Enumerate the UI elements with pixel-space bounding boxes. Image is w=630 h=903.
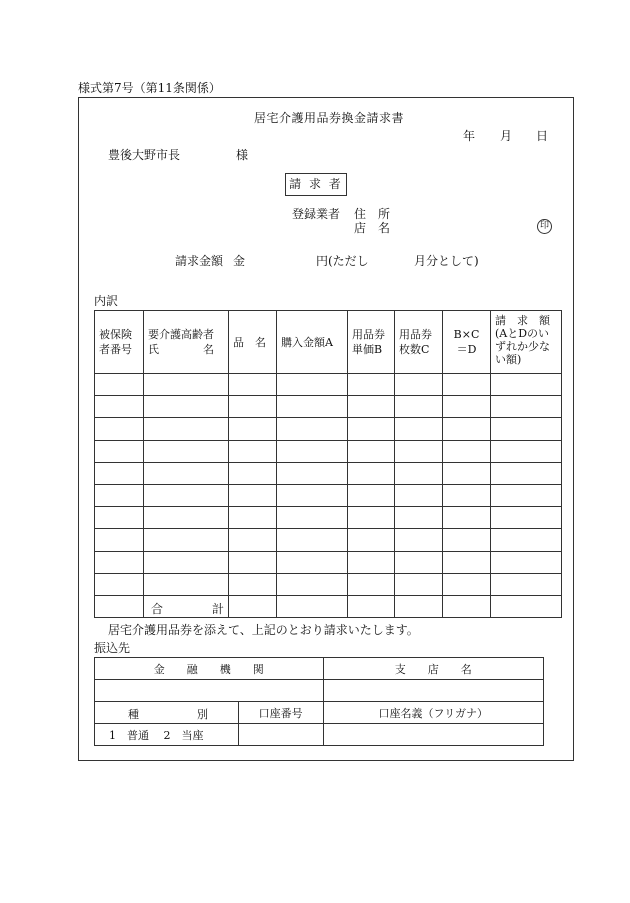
breakdown-heading: 内訳 (94, 294, 119, 308)
table-cell (443, 573, 491, 595)
header-item-name: 品 名 (229, 311, 277, 374)
table-cell (95, 573, 144, 595)
table-cell (491, 484, 562, 506)
table-cell (95, 440, 144, 462)
table-cell (229, 396, 277, 418)
amount-yen: 円(ただし (316, 254, 369, 268)
table-cell (491, 573, 562, 595)
table-cell (144, 418, 229, 440)
addressee-honorific: 様 (236, 148, 249, 162)
table-cell (95, 484, 144, 506)
amount-kin: 金 (233, 254, 246, 268)
table-row (95, 418, 562, 440)
bank-cell (95, 680, 324, 702)
breakdown-header-row (95, 311, 562, 374)
table-cell (95, 374, 144, 396)
table-cell (229, 462, 277, 484)
table-cell (348, 418, 395, 440)
table-cell (348, 595, 395, 617)
table-row (95, 529, 562, 551)
table-cell (443, 418, 491, 440)
table-cell (144, 551, 229, 573)
account-number-header: 口座番号 (238, 702, 323, 724)
table-cell (277, 462, 348, 484)
table-cell (348, 396, 395, 418)
table-cell (395, 418, 443, 440)
table-row (95, 551, 562, 573)
date-year: 年 (463, 129, 476, 143)
table-cell (229, 418, 277, 440)
branch-cell (323, 680, 544, 702)
table-cell (277, 595, 348, 617)
table-cell (395, 507, 443, 529)
addressee-name: 豊後大野市長 (108, 148, 181, 162)
table-cell (229, 374, 277, 396)
table-cell (443, 595, 491, 617)
table-cell (491, 440, 562, 462)
table-cell (95, 462, 144, 484)
table-cell (144, 440, 229, 462)
table-cell (144, 396, 229, 418)
table-cell (443, 374, 491, 396)
transfer-bank-row (95, 680, 544, 702)
table-cell (277, 396, 348, 418)
table-row (95, 462, 562, 484)
account-name-header: 口座名義（フリガナ） (323, 702, 544, 724)
total-label-cell (144, 595, 229, 617)
header-unit-price: 用品券単価B (348, 311, 395, 374)
statement: 居宅介護用品券を添えて、上記のとおり請求いたします。 (108, 623, 419, 637)
table-cell (95, 595, 144, 617)
table-cell (95, 507, 144, 529)
table-cell (144, 529, 229, 551)
table-cell (277, 529, 348, 551)
table-cell (348, 462, 395, 484)
seal-mark: 印 (537, 219, 552, 234)
table-cell (491, 507, 562, 529)
form-title: 居宅介護用品券換金請求書 (254, 111, 405, 125)
table-cell (144, 507, 229, 529)
table-row (95, 396, 562, 418)
table-cell (229, 484, 277, 506)
table-cell (95, 396, 144, 418)
table-cell (277, 374, 348, 396)
type-header-right: 別 (197, 708, 208, 721)
table-cell (443, 462, 491, 484)
table-cell (443, 440, 491, 462)
table-cell (277, 440, 348, 462)
table-cell (443, 507, 491, 529)
table-cell (144, 374, 229, 396)
table-cell (229, 551, 277, 573)
table-cell (229, 507, 277, 529)
branch-header: 支 店 名 (323, 658, 544, 680)
header-purchase-amount: 購入金額A (277, 311, 348, 374)
table-row (95, 440, 562, 462)
header-count: 用品券枚数C (395, 311, 443, 374)
table-cell (277, 551, 348, 573)
table-cell (277, 507, 348, 529)
table-cell (491, 529, 562, 551)
table-cell (277, 484, 348, 506)
total-label-right: 計 (212, 601, 225, 616)
table-cell (491, 418, 562, 440)
header-product: B×C＝D (443, 311, 491, 374)
bank-header: 金 融 機 関 (95, 658, 324, 680)
table-cell (348, 440, 395, 462)
table-cell (348, 573, 395, 595)
table-cell (443, 484, 491, 506)
table-cell (395, 551, 443, 573)
date-month: 月 (500, 129, 513, 143)
type-header (95, 702, 239, 724)
header-insured-number: 被保険者番号 (95, 311, 144, 374)
table-cell (491, 462, 562, 484)
table-cell (277, 573, 348, 595)
table-cell (395, 396, 443, 418)
table-cell (395, 529, 443, 551)
table-cell (95, 529, 144, 551)
table-cell (229, 529, 277, 551)
total-label-left: 合 (151, 601, 164, 616)
table-cell (395, 484, 443, 506)
table-cell (144, 484, 229, 506)
type-header-left: 種 (128, 708, 139, 721)
table-cell (277, 418, 348, 440)
table-cell (443, 551, 491, 573)
table-cell (229, 573, 277, 595)
amount-label: 請求金額 (175, 254, 224, 268)
table-cell (348, 374, 395, 396)
table-row (95, 573, 562, 595)
table-row (95, 484, 562, 506)
table-cell (491, 396, 562, 418)
transfer-account-header-row (95, 702, 544, 724)
account-name-cell (323, 724, 544, 746)
table-row (95, 374, 562, 396)
table-cell (395, 595, 443, 617)
table-cell (144, 573, 229, 595)
claimant-box: 請 求 者 (285, 173, 347, 196)
transfer-table (94, 657, 544, 746)
table-cell (443, 529, 491, 551)
table-cell (95, 551, 144, 573)
table-cell (348, 507, 395, 529)
table-cell (348, 529, 395, 551)
transfer-account-row (95, 724, 544, 746)
table-cell (229, 440, 277, 462)
table-cell (95, 418, 144, 440)
type-options: 1 普通 2 当座 (95, 724, 239, 746)
table-cell (348, 551, 395, 573)
table-cell (348, 484, 395, 506)
table-cell (395, 573, 443, 595)
table-cell (229, 595, 277, 617)
breakdown-table (94, 310, 562, 618)
table-cell (491, 551, 562, 573)
table-cell (491, 374, 562, 396)
transfer-header-row (95, 658, 544, 680)
table-row (95, 507, 562, 529)
claimant-role: 登録業者 (292, 207, 341, 221)
table-cell (144, 462, 229, 484)
amount-month: 月分として) (414, 254, 479, 268)
table-cell (491, 595, 562, 617)
table-cell (395, 374, 443, 396)
header-elderly-name: 要介護高齢者氏 名 (144, 311, 229, 374)
claimant-address-label: 住 所 (354, 207, 391, 221)
date-day: 日 (536, 129, 549, 143)
account-number-cell (238, 724, 323, 746)
table-cell (443, 396, 491, 418)
form-number: 様式第7号（第11条関係） (78, 81, 221, 95)
total-row (95, 595, 562, 617)
header-claim-amount: 請 求 額(AとDのいずれか少ない額) (491, 311, 562, 374)
claimant-shop-label: 店 名 (354, 221, 391, 235)
table-cell (395, 462, 443, 484)
table-cell (395, 440, 443, 462)
transfer-heading: 振込先 (94, 641, 131, 655)
